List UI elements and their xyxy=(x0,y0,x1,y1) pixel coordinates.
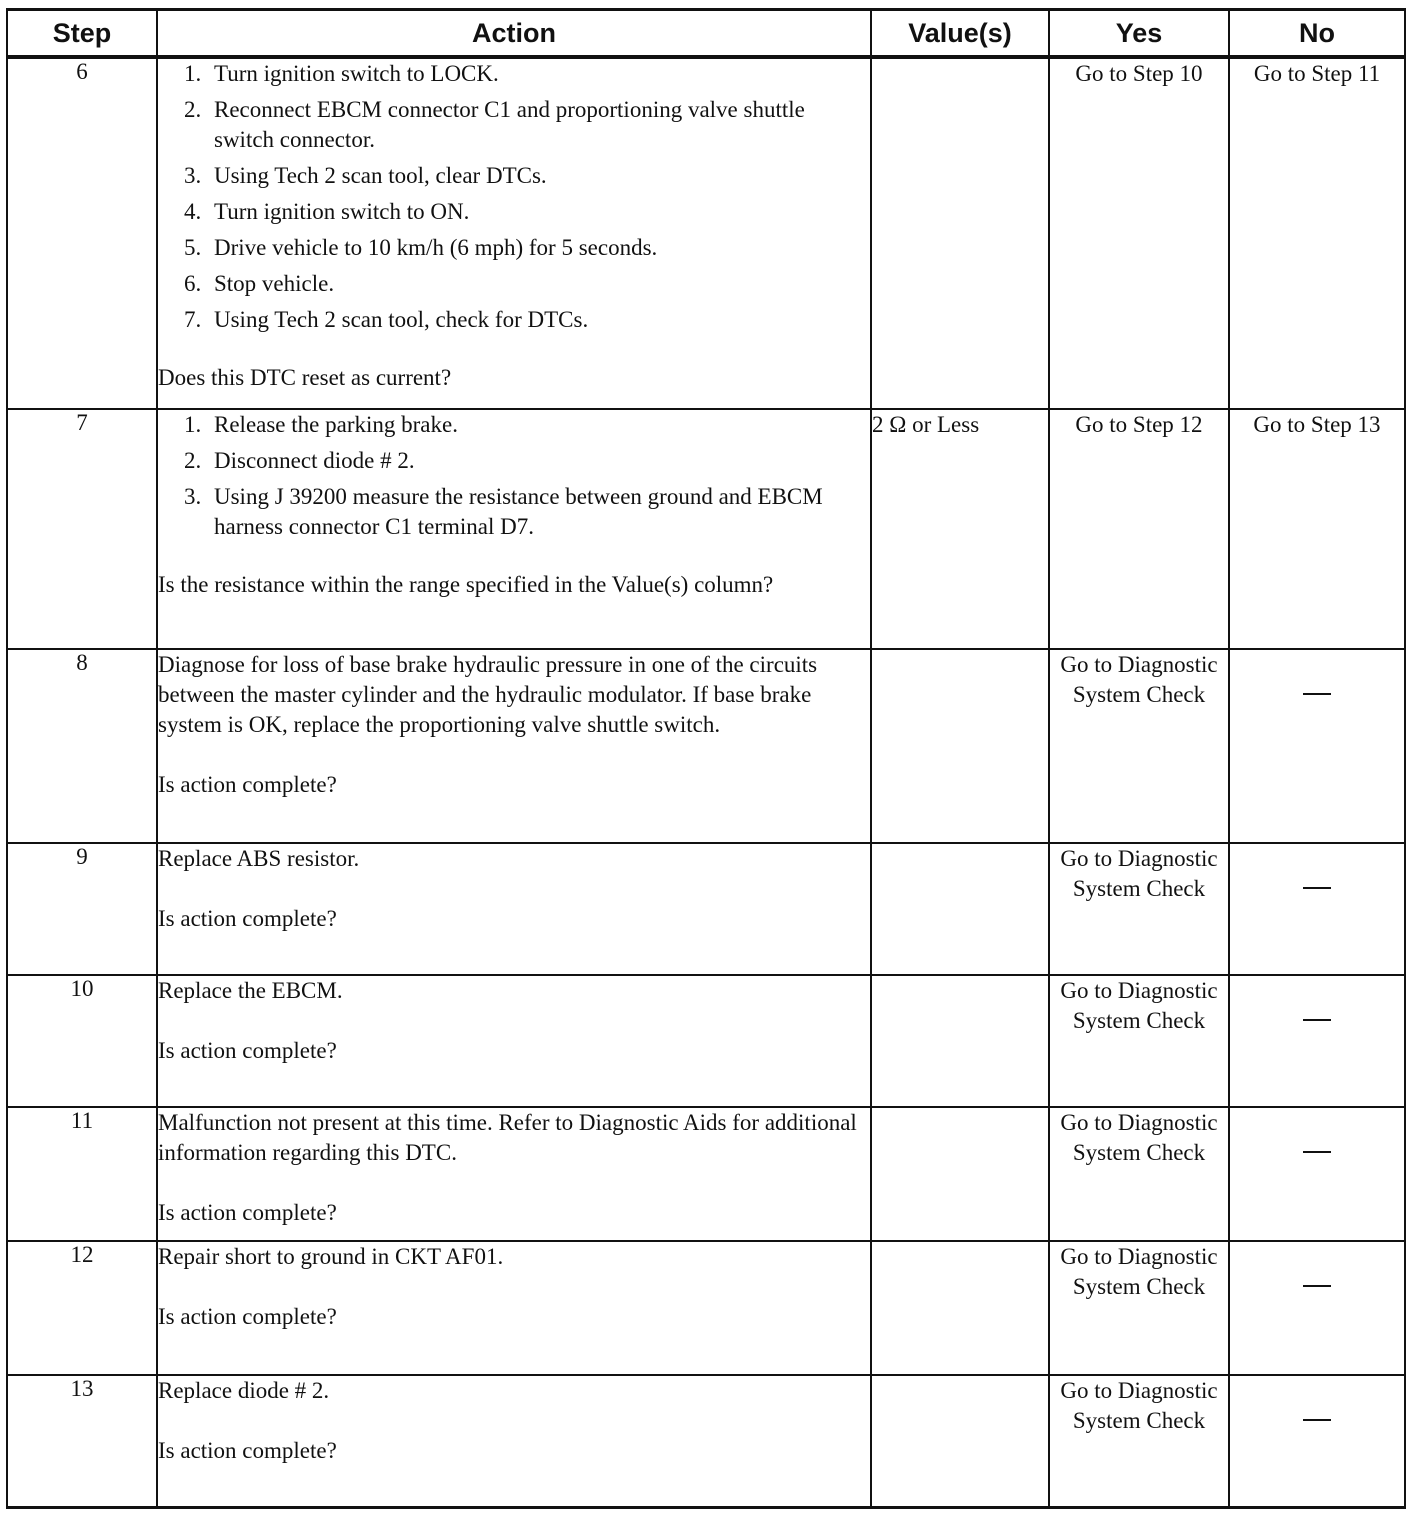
no-cell xyxy=(1229,975,1405,1107)
action-steps xyxy=(158,410,870,542)
no-dash xyxy=(1303,1019,1331,1021)
action-cell xyxy=(157,1107,871,1241)
yes-cell: Go to Diagnostic System Check xyxy=(1049,1375,1229,1507)
yes-cell: Go to Diagnostic System Check xyxy=(1049,843,1229,975)
action-step: 3. Using Tech 2 scan tool, clear DTCs. xyxy=(184,163,547,188)
table-row xyxy=(7,649,1405,843)
action-question: Is action complete? xyxy=(158,772,337,797)
no-cell: Go to Step 13 xyxy=(1229,409,1405,649)
action-step: 5. Drive vehicle to 10 km/h (6 mph) for 5 seconds. xyxy=(184,235,658,260)
action-question: Is the resistance within the range specified in the Value(s) column? xyxy=(158,572,774,597)
yes-cell: Go to Diagnostic System Check xyxy=(1049,649,1229,843)
step-number: 11 xyxy=(7,1107,157,1241)
value-cell xyxy=(871,1107,1049,1241)
action-cell xyxy=(157,1375,871,1507)
action-step: 3. Using J 39200 measure the resistance between ground and EBCM harness connector C1 terminal D7. xyxy=(184,484,823,539)
step-number: 12 xyxy=(7,1241,157,1375)
header-step: Step xyxy=(7,10,157,58)
table-row xyxy=(7,409,1405,649)
no-cell xyxy=(1229,1107,1405,1241)
no-cell xyxy=(1229,843,1405,975)
value-cell xyxy=(871,843,1049,975)
table-row xyxy=(7,975,1405,1107)
action-step: 2. Reconnect EBCM connector C1 and proportioning valve shuttle switch connector. xyxy=(184,97,805,152)
action-cell xyxy=(157,649,871,843)
action-cell xyxy=(157,1241,871,1375)
no-cell xyxy=(1229,649,1405,843)
step-number: 6 xyxy=(7,57,157,409)
no-dash xyxy=(1303,1419,1331,1421)
value-cell xyxy=(871,1241,1049,1375)
table-row xyxy=(7,57,1405,409)
no-dash xyxy=(1303,887,1331,889)
action-text: Malfunction not present at this time. Refer to Diagnostic Aids for additional information regarding this DTC. xyxy=(158,1110,857,1165)
value-cell xyxy=(871,649,1049,843)
step-number: 8 xyxy=(7,649,157,843)
action-question: Is action complete? xyxy=(158,906,337,931)
action-cell xyxy=(157,843,871,975)
header-values: Value(s) xyxy=(871,10,1049,58)
header-action: Action xyxy=(157,10,871,58)
action-question: Is action complete? xyxy=(158,1438,337,1463)
no-dash xyxy=(1303,1151,1331,1153)
action-text: Repair short to ground in CKT AF01. xyxy=(158,1244,504,1269)
action-step: 4. Turn ignition switch to ON. xyxy=(184,199,470,224)
action-step: 2. Disconnect diode # 2. xyxy=(184,448,415,473)
value-cell: 2 Ω or Less xyxy=(871,409,1049,649)
action-question: Is action complete? xyxy=(158,1038,337,1063)
action-steps xyxy=(158,59,870,335)
yes-cell: Go to Step 12 xyxy=(1049,409,1229,649)
action-question: Is action complete? xyxy=(158,1304,337,1329)
table-row xyxy=(7,1107,1405,1241)
step-number: 7 xyxy=(7,409,157,649)
action-cell xyxy=(157,975,871,1107)
action-step: 7. Using Tech 2 scan tool, check for DTCs. xyxy=(184,307,589,332)
yes-cell: Go to Diagnostic System Check xyxy=(1049,1241,1229,1375)
action-step: 6. Stop vehicle. xyxy=(184,271,335,296)
no-dash xyxy=(1303,693,1331,695)
no-cell xyxy=(1229,1241,1405,1375)
action-cell xyxy=(157,57,871,409)
table-row xyxy=(7,1375,1405,1507)
value-cell xyxy=(871,975,1049,1107)
step-number: 9 xyxy=(7,843,157,975)
no-cell: Go to Step 11 xyxy=(1229,57,1405,409)
action-text: Replace ABS resistor. xyxy=(158,846,360,871)
table-row xyxy=(7,1241,1405,1375)
action-text: Replace diode # 2. xyxy=(158,1378,330,1403)
action-cell xyxy=(157,409,871,649)
header-yes: Yes xyxy=(1049,10,1229,58)
no-dash xyxy=(1303,1285,1331,1287)
action-text: Replace the EBCM. xyxy=(158,978,343,1003)
action-text: Diagnose for loss of base brake hydraulic pressure in one of the circuits between the master cylinder and the hydraulic modulator. If base brake system is OK, replace the proportioning valve shuttle switch. xyxy=(158,652,818,737)
diagnostic-table xyxy=(6,8,1406,1509)
header-row xyxy=(7,10,1405,58)
value-cell xyxy=(871,57,1049,409)
yes-cell: Go to Step 10 xyxy=(1049,57,1229,409)
value-cell xyxy=(871,1375,1049,1507)
action-step: 1. Release the parking brake. xyxy=(184,412,458,437)
yes-cell: Go to Diagnostic System Check xyxy=(1049,1107,1229,1241)
table-row xyxy=(7,843,1405,975)
header-no: No xyxy=(1229,10,1405,58)
action-step: 1. Turn ignition switch to LOCK. xyxy=(184,61,499,86)
action-question: Is action complete? xyxy=(158,1200,337,1225)
no-cell xyxy=(1229,1375,1405,1507)
yes-cell: Go to Diagnostic System Check xyxy=(1049,975,1229,1107)
step-number: 10 xyxy=(7,975,157,1107)
action-question: Does this DTC reset as current? xyxy=(158,365,452,390)
step-number: 13 xyxy=(7,1375,157,1507)
